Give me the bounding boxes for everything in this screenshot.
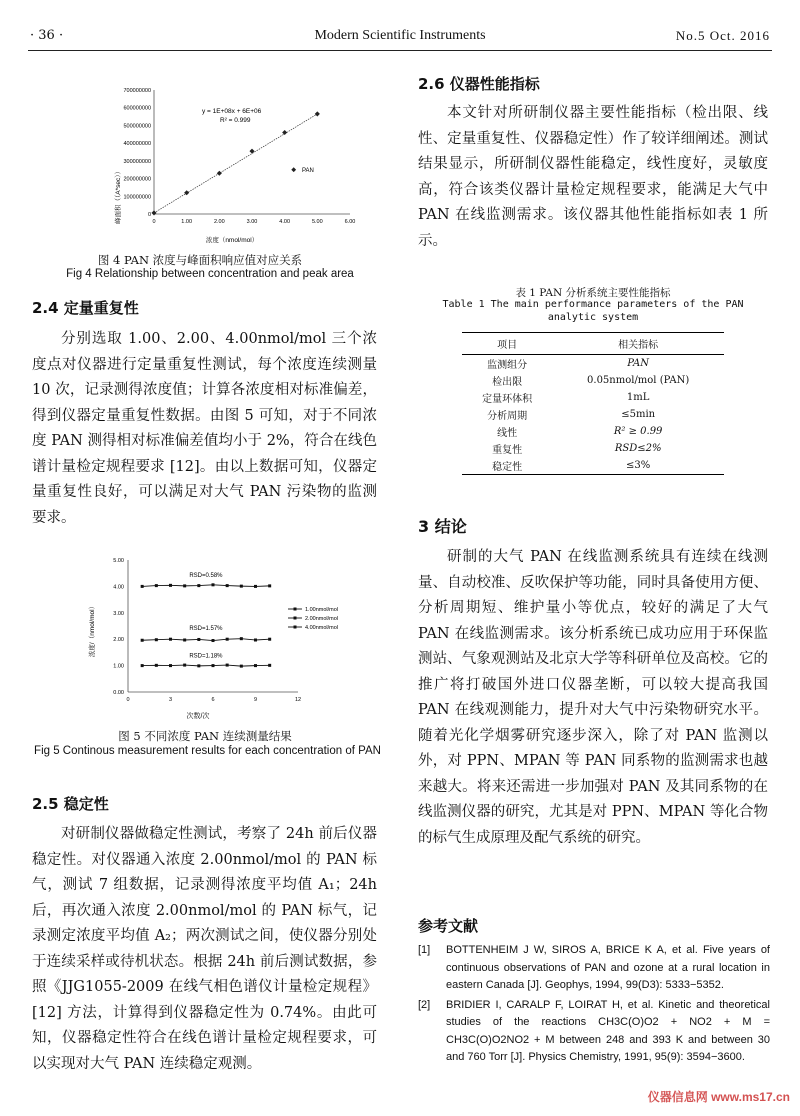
fig5-legend-label: 1.00nmol/mol [305,607,339,613]
table-row [462,457,724,475]
fig4-y-tick-label: 300000000 [123,158,151,165]
fig5-y-ticks [113,558,124,696]
section-2-4-body: 分别选取 1.00、2.00、4.00nmol/mol 三个浓度点对仪器进行定量重复性测试，每个浓度连续测量 10 次，记录测得浓度值；计算各浓度相对标准偏差，得到仪器定量重复性数据。由图 5 可知，对于不同浓度 PAN 测得相对标准偏差值均小于 2%，符合在线色谱计量检定规程要求 [12]。由以上数据可知，仪器定量重复性良好，可以满足对大气 PAN 污染物的监测要求。 [32,331,377,526]
table1-caption-en: Table 1 The main performance parameters of the PAN analytic system [442,299,744,323]
reference-number: [1] [418,944,431,956]
fig4-x-tick-label: 4.00 [279,219,291,225]
table1-header-item: 项目 [462,333,552,355]
fig5-y-tick-label: 0.00 [113,690,124,696]
fig5-data-point [155,638,158,641]
table-cell: 分析周期 [487,411,528,422]
reference-number: [2] [418,998,431,1011]
reference-item [418,997,770,1067]
fig5-legend-marker [294,617,297,620]
table1-header-value: 相关指标 [552,333,724,355]
fig5-y-tick-label: 2.00 [113,637,124,644]
table-cell: PAN [627,358,650,369]
fig5-series-line [142,665,270,666]
fig5-data-point [197,638,200,641]
table-cell: 线性 [497,428,518,439]
fig5-data-point [183,664,186,667]
fig4-equation: y = 1E+08x + 6E+06 [202,108,262,115]
fig4-x-tick-label: 6.00 [344,219,356,225]
fig5-data-point [212,664,215,667]
fig4-y-tick-label: 0 [147,212,151,218]
fig5-x-tick-label: 9 [253,697,258,703]
fig5-y-tick-label: 5.00 [113,558,124,564]
fig5-data-point [141,664,144,667]
fig4-r2: R² = 0.999 [220,117,251,124]
fig5-data-point [240,637,243,640]
fig5-data-point [169,638,172,641]
fig5-data-point [268,664,271,667]
section-2-6-title: 2.6 仪器性能指标 [418,75,540,93]
fig4-y-tick-label: 500000000 [123,123,151,130]
table1-caption-cn: 表 1 PAN 分析系统主要性能指标 [515,287,671,299]
fig4-legend-marker [291,167,296,172]
fig5-data-point [226,664,229,667]
fig4-y-label: 峰面积（（A*sec）） [115,168,122,224]
fig5-legend [288,607,338,631]
fig5-data-point [155,584,158,587]
fig4-y-tick-label: 600000000 [123,105,151,112]
table-cell: ≤3% [552,457,724,475]
fig4-y-tick-label: 400000000 [123,141,151,148]
fig4-data-point [282,130,287,135]
fig5-data-point [169,584,172,587]
fig5-series-line [142,585,270,587]
fig4-y-tick-label: 200000000 [123,176,151,183]
page-number: · 36 · [30,28,64,43]
fig5-legend-marker [294,608,297,611]
fig4-x-tick-label: 0 [152,219,156,225]
journal-name: Modern Scientific Instruments [314,28,486,43]
fig5-data-point [212,583,215,586]
section-3-body: 研制的大气 PAN 在线监测系统具有连续在线测量、自动校准、反吹保护等功能，同时具备使用方便、分析周期短、维护量小等优点，较好的满足了大气 PAN 在线监测需求。该分析系统已成功应用于环保监测站、气象观测站及北京大学等科研单位及高校。它的推广将打破国外进口仪器垄断，可以较大提高我国 PAN 在线观测能力，提升对大气中污染物研究水平。随着光化学烟雾研究逐步深入，除了对 PAN 监测以外，对 PPN、MPAN 等 PAN 同系物的监测需求也越来越大。将来还需进一步加强对 PAN 及其同系物的在线监测仪器的研究，尤其是对 PPN、MPAN 等化合物的标气生成原理及配气系统的研究。 [418,549,768,846]
fig4-trendline [154,114,317,213]
fig4-y-tick-label: 100000000 [123,194,151,201]
section-2-5-title: 2.5 稳定性 [32,795,109,813]
fig5-rsd-annotation: RSD=1.18% [189,653,223,660]
fig5-data-point [240,665,243,668]
fig5-data-point [183,584,186,587]
table-cell: ≤5min [621,409,656,420]
table-cell: 监测组分 [487,360,528,371]
table-cell: 重复性 [492,445,523,456]
fig5-y-tick-label: 4.00 [113,584,124,591]
reference-item [418,942,770,995]
fig4-y-ticks [123,88,151,218]
fig5-data-point [226,584,229,587]
fig5-data-point [268,638,271,641]
table-row [462,406,724,423]
fig5-data-point [155,664,158,667]
section-2-5-body: 对研制仪器做稳定性测试，考察了 24h 前后仪器稳定性。对仪器通入浓度 2.00nmol/mol 的 PAN 标气，测试 7 组数据，记录测得浓度平均值 A₁；24h 后，再次通入浓度 2.00nmol/mol 的 PAN 标气，记录测定浓度平均值 A₂；两次测试之间，使仪器分别处于连续采样或待机状态。根据 24h 前后测试数据，参照《JJG1055-2009 在线气相色谱仪计量检定规程》[12] 方法，计算得到仪器稳定性为 0.74%。由此可知，仪器稳定性符合在线色谱计量检定规程要求，可以实现对大气 PAN 连续稳定观测。 [32,826,377,1072]
fig5-data-point [254,638,257,641]
fig5-x-ticks [126,697,301,703]
fig4-x-tick-label: 5.00 [311,219,323,225]
fig4-x-tick-label: 1.00 [181,219,193,225]
fig5-legend-marker [294,626,297,629]
fig5-data-point [197,664,200,667]
fig4-y-tick-label: 700000000 [123,88,151,94]
fig5-caption-en: Fig 5 Continous measurement results for each concentration of PAN [34,745,381,757]
watermark: 仪器信息网 www.ms17.cn [647,1090,790,1104]
section-2-4-title: 2.4 定量重复性 [32,299,139,317]
reference-text: BRIDIER I, CARALP F, LOIRAT H, et al. Kinetic and theoretical studies of the reactions CH3C(O)O2 + NO2 + M = CH3C(O)O2NO2 + M between 248 and 393 K and between 30 and 760 Torr [J]. Physics Chemistry, 1991, 95(9): 3594−3600. [446,998,770,1063]
table-cell: 定量环体积 [482,394,533,405]
section-3-title: 3 结论 [418,517,467,536]
fig5-data-point [226,638,229,641]
fig4-legend-label: PAN [302,168,314,174]
fig5-caption-cn: 图 5 不同浓度 PAN 连续测量结果 [118,729,292,743]
table-row [462,440,724,457]
fig4-data-point [151,210,156,215]
fig4-x-label: 浓度（nmol/mol） [205,237,259,244]
fig5-data-point [254,664,257,667]
section-2-6-body: 本文针对所研制仪器主要性能指标（检出限、线性、定量重复性、仪器稳定性）作了较详细阐述。测试结果显示，所研制仪器性能稳定，线性度好，灵敏度高，符合该类仪器计量检定规程要求，能满足大气中 PAN 在线监测需求。该仪器其他性能指标如表 1 所示。 [418,105,768,249]
fig4-x-tick-label: 2.00 [213,219,225,225]
fig5-x-tick-label: 3 [168,697,173,703]
fig5-rsd-annotation: RSD=1.57% [189,625,223,632]
table-row [462,423,724,440]
fig5-x-tick-label: 0 [126,697,130,703]
fig4-data-point [249,149,254,154]
fig5-x-tick-label: 6 [211,697,215,703]
fig5-data-point [141,639,144,642]
fig5-legend-label: 2.00nmol/mol [305,616,339,622]
table-cell: 1mL [626,392,650,403]
table-cell: R² ≥ 0.99 [613,426,663,437]
fig5-x-tick-label: 12 [294,697,302,703]
fig4-x-tick-label: 3.00 [246,219,258,225]
fig5-data-point [183,638,186,641]
table-row [462,372,724,389]
fig5-y-tick-label: 3.00 [113,610,124,617]
table-row [462,355,724,373]
table-cell: 检出限 [492,377,523,388]
fig5-data-point [169,664,172,667]
fig5-data-point [197,584,200,587]
table-cell: 稳定性 [462,457,552,475]
fig5-y-label: 浓度/（nmol/mol） [89,602,96,658]
fig5-data-point [240,585,243,588]
fig4-trend-line [154,114,317,213]
fig4-caption-en: Fig 4 Relationship between concentration and peak area [66,268,354,280]
fig4-caption-cn: 图 4 PAN 浓度与峰面积响应值对应关系 [97,253,303,267]
fig5-data-point [268,584,271,587]
fig5-y-tick-label: 1.00 [113,663,124,670]
table-cell: RSD≤2% [614,443,662,454]
issue-info: No.5 Oct. 2016 [675,28,770,43]
table1 [462,332,724,475]
fig5-chart [88,552,378,722]
fig4-chart [82,78,372,248]
fig5-rsd-annotation: RSD=0.58% [189,573,223,580]
fig5-data-point [141,585,144,588]
table-cell: 0.05nmol/mol (PAN) [587,375,690,386]
fig5-data-point [212,639,215,642]
fig5-x-label: 次数/次 [186,713,210,720]
fig5-legend-label: 4.00nmol/mol [305,625,339,631]
references-list [418,942,770,1069]
references-title: 参考文献 [418,917,479,935]
reference-text: BOTTENHEIM J W, SIROS A, BRICE K A, et al. Five years of continuous observations of PAN and ozone at a rural location in eastern Canada [J]. Geophys, 1994, 99(D3): 5333−5352. [446,944,770,991]
fig4-data-point [217,171,222,176]
table-row [462,389,724,406]
header-rule [28,50,772,51]
fig4-x-ticks [152,219,355,225]
fig5-series-line [142,639,270,641]
fig5-data-point [254,585,257,588]
fig4-legend [291,167,314,174]
fig4-data-point [315,111,320,116]
